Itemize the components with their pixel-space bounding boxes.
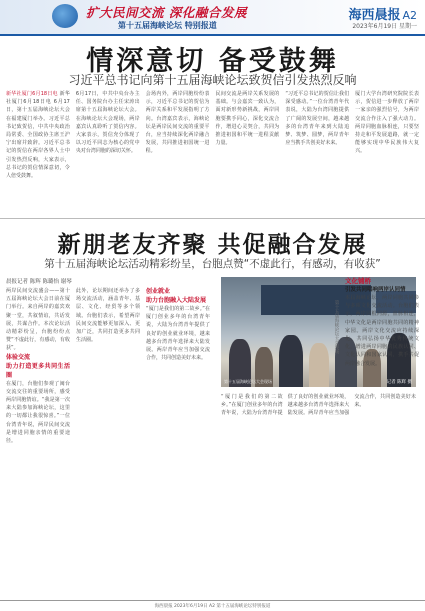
article1-body bbox=[6, 90, 419, 216]
sidebar-text: 本届海峡论坛，两岸同胞共同参与多项文化交流活动。台胞们表示，两岸同根同源，血脉相连，中华文化是两岸同胞共同的精神家园。两岸文化交流应持续深化，共同弘扬中华优秀传统文化，增进两岸同胞的民族认同、文化认同和国家认同，携手共促两岸融合发展。 bbox=[345, 295, 419, 367]
sidebar-column bbox=[345, 277, 419, 597]
article2-column bbox=[146, 287, 210, 587]
forum-name: 第十五届海峡论坛 bbox=[118, 21, 182, 30]
article1-column: 民间交流是两岸关系发展的基础。与会嘉宾一致认为，面对新形势新挑战，两岸同胞要携手同心，深化交流合作，增进心灵契合，共同为推进祖国和平统一进程贡献力量。 bbox=[215, 91, 280, 147]
article1-column: “习近平总书记的贺信让我们深受感动。”一位台湾青年代表说，大陆为台湾同胞提供了广阔的发展空间，越来越多的台湾青年来到大陆追梦、筑梦、圆梦，两岸青年应当携手共创美好未来。 bbox=[285, 91, 350, 147]
issue-date: 2023年6月19日 星期一 bbox=[352, 23, 417, 30]
forum-logo-icon bbox=[52, 4, 78, 28]
section-heading: 创业就业 bbox=[146, 288, 171, 295]
section-title: 助力台胞融入大陆发展 bbox=[146, 297, 207, 304]
article2-column bbox=[6, 287, 70, 587]
column-text: 新华社厦门6月18日电 6月17日，第十五届海峡论坛大会在福建厦门举办。习近平总书记致贺信，中共中央政治局常委、全国政协主席王沪宁出席并致辞。习近平总书记的贺信在两岸各界人士中引发热烈反响，大家表示，总书记的贺信情深意切，令人倍受鼓舞。 bbox=[6, 91, 70, 180]
article1-column: 6月17日，中共中央台办主任、国务院台办主任宋涛出席第十五届海峡论坛大会。在海峡论坛大会现场，两岸嘉宾认真聆听了贺信内容。大家表示，贺信充分体现了以习近平同志为核心的党中央对台湾同胞的深切关怀。 bbox=[75, 91, 140, 155]
publication-name: 海西晨报 bbox=[348, 8, 401, 23]
sidebar-title: 文化铺桥 bbox=[345, 277, 371, 285]
banner-subtitle bbox=[118, 20, 217, 31]
column-text: 两岸民间交流盛会——第十五届海峡论坛大会日前在厦门举行。来自两岸的嘉宾欢聚一堂，共叙情谊，共话发展，共谋合作。本次论坛活动精彩纷呈，台胞纷纷点赞“不虚此行，有感动，有收获”。 bbox=[6, 288, 70, 352]
article1-title: 情深意切 备受鼓舞 bbox=[86, 46, 339, 77]
photo-label: 第十五届海峡论坛大会现场 bbox=[224, 379, 272, 384]
vertical-credit: 第十五届海峡论坛大会现场 bbox=[334, 300, 339, 354]
section-title: 助力打造更多共同生活圈 bbox=[6, 362, 70, 379]
column-text: “厦门是我们的第二故乡。”在厦门创业多年的台湾青年说，大陆为台湾青年提供了良好的创业就业环境，越来越多台湾青年选择来大陆发展。两岸青年应当加强交流合作，共同创造美好未来。 bbox=[146, 306, 210, 362]
attendee-figure bbox=[279, 335, 303, 387]
attendee-figure bbox=[309, 343, 329, 387]
article2-column: “厦门是我们的第二故乡。”在厦门创业多年的台湾青年说，大陆为台湾青年提供了良好的创业就业环境，越来越多台湾青年选择来大陆发展。两岸青年应当加强交流合作，共同创造美好未来。 bbox=[221, 394, 416, 417]
section-heading: 体验交流 bbox=[6, 353, 31, 361]
article1-column: 厦门大学台湾研究院院长表示，贺信进一步释放了两岸一家亲的强烈信号，为两岸交流合作注入了强大动力。两岸同胞血脉相连，只要坚持走和平发展道路，就一定能够实现中华民族伟大复兴。 bbox=[355, 91, 419, 155]
article1-column bbox=[6, 90, 70, 216]
header-rule bbox=[0, 34, 425, 36]
article2-column: 此外，论坛期间还举办了多场交流活动，涵盖青年、基层、文化、经贸等多个领域。台胞们表示，希望两岸民间交流能够更加深入、更加广泛，共同打造更多共同生活圈。 bbox=[76, 288, 140, 344]
article2-credit: 晨报记者 陈辉 陈璐怡 谢琴 bbox=[6, 279, 72, 285]
page-number: A2 bbox=[402, 9, 417, 22]
photo-caption: 记者 陈辉 摄 bbox=[386, 380, 412, 385]
article1-byline: 新华社厦门6月18日电 bbox=[6, 91, 58, 97]
article2-subtitle: 第十五届海峡论坛活动精彩纷呈，台胞点赞“不虚此行，有感动，有收获” bbox=[44, 258, 381, 270]
masthead-banner bbox=[0, 0, 425, 34]
sidebar-subtitle: 引发共同唱响两岸认同情 bbox=[345, 287, 406, 293]
section-divider bbox=[0, 218, 425, 219]
page-footer: 海西晨报 2023年6月19日 A2 第十五届海峡论坛特别报道 bbox=[0, 600, 425, 611]
special-report-label: 特别报道 bbox=[184, 21, 217, 30]
article1-subtitle: 习近平总书记向第十五届海峡论坛致贺信引发热烈反响 bbox=[68, 73, 357, 87]
article1-column: 会场内外，两岸同胞纷纷表示，习近平总书记的贺信为两岸关系和平发展指明了方向。台湾嘉宾表示，海峡论坛是两岸民间交流的重要平台，应当持续深化两岸融合发展，共同推进祖国统一进程。 bbox=[145, 91, 210, 155]
banner-headline: 扩大民间交流 深化融合发展 bbox=[86, 5, 247, 20]
article2-title: 新朋老友齐聚 共促融合发展 bbox=[57, 232, 368, 258]
column-text: 在厦门，台胞们参观了闽台交流交往的重要场所，感受两岸同胞情谊。“我是第一次来大陆参加海峡论坛，这里的一切都让我很惊喜。”一位台湾青年说，两岸民间交流是增进同胞亲情的重要途径。 bbox=[6, 380, 70, 445]
